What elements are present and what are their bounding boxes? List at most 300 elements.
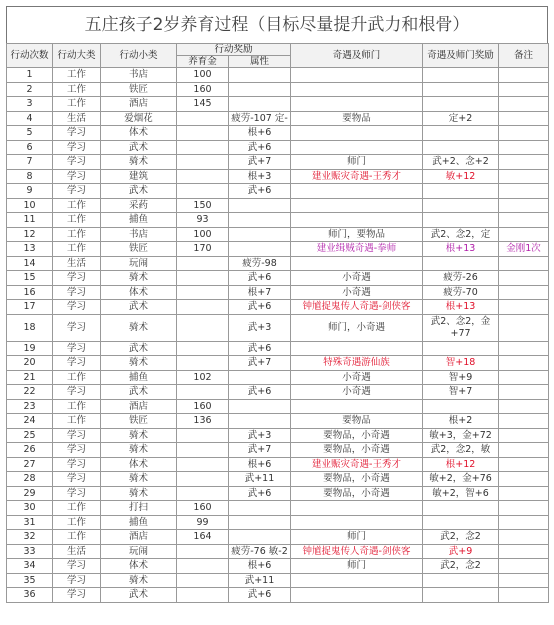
cell-category: 工作	[53, 370, 101, 385]
cell-attribute: 武+6	[229, 385, 291, 400]
table-row	[7, 559, 549, 574]
table-row	[7, 256, 549, 271]
cell-subcategory: 铁匠	[101, 242, 177, 257]
cell-attribute	[229, 370, 291, 385]
cell-encounter	[291, 97, 423, 112]
cell-encounter-reward: 根+12	[423, 457, 499, 472]
cell-subcategory: 酒店	[101, 530, 177, 545]
cell-subcategory: 采药	[101, 198, 177, 213]
cell-encounter: 小奇遇	[291, 385, 423, 400]
cell-attribute	[229, 198, 291, 213]
cell-note	[499, 457, 549, 472]
table-row	[7, 486, 549, 501]
cell-attribute: 疲劳-107 定-	[229, 111, 291, 126]
cell-attribute	[229, 501, 291, 516]
cell-encounter-reward: 敏+12	[423, 169, 499, 184]
cell-encounter-reward	[423, 256, 499, 271]
cell-attribute	[229, 530, 291, 545]
page-title: 五庄孩子2岁养育过程（目标尽量提升武力和根骨）	[6, 6, 548, 43]
cell-encounter: 小奇遇	[291, 370, 423, 385]
table-row	[7, 370, 549, 385]
cell-category: 学习	[53, 169, 101, 184]
cell-attribute	[229, 227, 291, 242]
cell-count: 23	[7, 399, 53, 414]
cell-encounter	[291, 588, 423, 603]
header-count: 行动次数	[7, 44, 53, 68]
cell-category: 学习	[53, 285, 101, 300]
table-row	[7, 111, 549, 126]
cell-category: 工作	[53, 501, 101, 516]
cell-count: 31	[7, 515, 53, 530]
cell-attribute: 武+3	[229, 428, 291, 443]
cell-encounter	[291, 573, 423, 588]
cell-attribute: 武+6	[229, 341, 291, 356]
cell-encounter-reward	[423, 140, 499, 155]
cell-encounter-reward: 武2，念2，敏	[423, 443, 499, 458]
cell-attribute	[229, 414, 291, 429]
cell-count: 35	[7, 573, 53, 588]
cell-money	[177, 428, 229, 443]
cell-count: 3	[7, 97, 53, 112]
cell-category: 工作	[53, 515, 101, 530]
cell-category: 学习	[53, 486, 101, 501]
cell-attribute: 武+6	[229, 140, 291, 155]
cell-money	[177, 341, 229, 356]
cell-subcategory: 骑术	[101, 314, 177, 341]
cell-count: 1	[7, 68, 53, 83]
cell-subcategory: 爱烟花	[101, 111, 177, 126]
cell-category: 生活	[53, 544, 101, 559]
cell-attribute	[229, 97, 291, 112]
cell-note	[499, 155, 549, 170]
cell-money: 100	[177, 227, 229, 242]
cell-money: 160	[177, 501, 229, 516]
cell-encounter: 要物品，小奇遇	[291, 472, 423, 487]
cell-encounter-reward	[423, 588, 499, 603]
cell-encounter-reward: 根+13	[423, 242, 499, 257]
cell-encounter	[291, 341, 423, 356]
cell-encounter-reward	[423, 97, 499, 112]
cell-subcategory: 书店	[101, 68, 177, 83]
cell-note	[499, 501, 549, 516]
cell-encounter-reward: 武2、念2，定	[423, 227, 499, 242]
table-row	[7, 414, 549, 429]
cell-money	[177, 300, 229, 315]
cell-note	[499, 486, 549, 501]
cell-attribute: 根+7	[229, 285, 291, 300]
cell-encounter-reward	[423, 573, 499, 588]
header-subcategory: 行动小类	[101, 44, 177, 68]
table-row	[7, 97, 549, 112]
cell-note	[499, 111, 549, 126]
header-note: 备注	[499, 44, 549, 68]
cell-encounter	[291, 213, 423, 228]
cell-subcategory: 玩闹	[101, 544, 177, 559]
table-row	[7, 501, 549, 516]
cell-note	[499, 370, 549, 385]
header-money: 养育金	[177, 56, 229, 68]
cell-note	[499, 530, 549, 545]
cell-money: 150	[177, 198, 229, 213]
cell-money	[177, 356, 229, 371]
table-row	[7, 155, 549, 170]
cell-attribute: 武+11	[229, 573, 291, 588]
cell-subcategory: 捕鱼	[101, 213, 177, 228]
cell-encounter-reward: 智+7	[423, 385, 499, 400]
cell-count: 5	[7, 126, 53, 141]
cell-money	[177, 559, 229, 574]
cell-encounter	[291, 515, 423, 530]
cell-note	[499, 140, 549, 155]
cell-encounter: 建业赈灾奇遇-王秀才	[291, 169, 423, 184]
cell-encounter-reward: 武+9	[423, 544, 499, 559]
cell-category: 学习	[53, 573, 101, 588]
spreadsheet	[6, 6, 548, 603]
header-encounter: 奇遇及师门	[291, 44, 423, 68]
cell-subcategory: 武术	[101, 140, 177, 155]
cell-note	[499, 544, 549, 559]
cell-subcategory: 武术	[101, 184, 177, 199]
cell-subcategory: 武术	[101, 341, 177, 356]
cell-category: 工作	[53, 414, 101, 429]
cell-encounter: 要物品，小奇遇	[291, 443, 423, 458]
cell-subcategory: 酒店	[101, 399, 177, 414]
cell-category: 学习	[53, 559, 101, 574]
table-row	[7, 198, 549, 213]
cell-note	[499, 227, 549, 242]
cell-count: 19	[7, 341, 53, 356]
cell-money	[177, 544, 229, 559]
table-row	[7, 242, 549, 257]
cell-money: 100	[177, 68, 229, 83]
cell-count: 14	[7, 256, 53, 271]
table-row	[7, 314, 549, 341]
cell-count: 2	[7, 82, 53, 97]
table-row	[7, 399, 549, 414]
cell-note	[499, 559, 549, 574]
cell-category: 工作	[53, 97, 101, 112]
cell-subcategory: 骑术	[101, 472, 177, 487]
cell-attribute	[229, 82, 291, 97]
cell-count: 17	[7, 300, 53, 315]
cell-attribute	[229, 242, 291, 257]
cell-category: 学习	[53, 271, 101, 286]
cell-encounter: 师门，要物品	[291, 227, 423, 242]
cell-subcategory: 酒店	[101, 97, 177, 112]
table-row	[7, 544, 549, 559]
cell-note	[499, 285, 549, 300]
table-row	[7, 530, 549, 545]
table-row	[7, 184, 549, 199]
cell-encounter: 要物品，小奇遇	[291, 486, 423, 501]
cell-count: 13	[7, 242, 53, 257]
cell-money	[177, 155, 229, 170]
cell-count: 34	[7, 559, 53, 574]
cell-subcategory: 骑术	[101, 443, 177, 458]
cell-encounter-reward	[423, 126, 499, 141]
cell-money	[177, 169, 229, 184]
cell-category: 工作	[53, 242, 101, 257]
cell-count: 25	[7, 428, 53, 443]
table-row	[7, 213, 549, 228]
cell-category: 工作	[53, 530, 101, 545]
table-row	[7, 169, 549, 184]
cell-encounter-reward: 敏+2，智+6	[423, 486, 499, 501]
cell-subcategory: 铁匠	[101, 414, 177, 429]
cell-count: 10	[7, 198, 53, 213]
cell-money: 160	[177, 82, 229, 97]
cell-encounter: 建业缉贼奇遇-拳师	[291, 242, 423, 257]
table-row	[7, 573, 549, 588]
cell-note	[499, 256, 549, 271]
cell-money	[177, 385, 229, 400]
cell-attribute: 根+6	[229, 457, 291, 472]
cell-count: 4	[7, 111, 53, 126]
cell-note	[499, 314, 549, 341]
table-row	[7, 341, 549, 356]
cell-count: 27	[7, 457, 53, 472]
cell-encounter-reward: 武+2、念+2	[423, 155, 499, 170]
cell-money	[177, 314, 229, 341]
cell-attribute: 武+6	[229, 271, 291, 286]
cell-subcategory: 骑术	[101, 486, 177, 501]
cell-encounter	[291, 184, 423, 199]
cell-encounter-reward: 根+2	[423, 414, 499, 429]
cell-note	[499, 472, 549, 487]
cell-category: 学习	[53, 341, 101, 356]
cell-count: 30	[7, 501, 53, 516]
cell-encounter	[291, 126, 423, 141]
cell-encounter	[291, 399, 423, 414]
cell-money	[177, 126, 229, 141]
cell-note	[499, 385, 549, 400]
cell-encounter: 要物品	[291, 414, 423, 429]
table-row	[7, 356, 549, 371]
cell-note	[499, 169, 549, 184]
table-row	[7, 457, 549, 472]
cell-attribute: 武+6	[229, 300, 291, 315]
cell-subcategory: 书店	[101, 227, 177, 242]
header-reward: 行动奖励	[177, 44, 291, 56]
cell-money: 145	[177, 97, 229, 112]
cell-money	[177, 457, 229, 472]
cell-note	[499, 356, 549, 371]
cell-note	[499, 82, 549, 97]
cell-note	[499, 68, 549, 83]
cell-category: 生活	[53, 111, 101, 126]
cell-encounter-reward: 敏+3，金+72	[423, 428, 499, 443]
cell-attribute: 根+3	[229, 169, 291, 184]
cell-money: 99	[177, 515, 229, 530]
cell-encounter: 钟馗捉鬼传人奇遇-剑侠客	[291, 300, 423, 315]
cell-category: 学习	[53, 356, 101, 371]
cell-subcategory: 武术	[101, 385, 177, 400]
cell-note	[499, 399, 549, 414]
data-table	[6, 43, 549, 603]
cell-encounter: 师门	[291, 530, 423, 545]
header-category: 行动大类	[53, 44, 101, 68]
table-row	[7, 472, 549, 487]
cell-money	[177, 472, 229, 487]
cell-subcategory: 捕鱼	[101, 370, 177, 385]
cell-note	[499, 588, 549, 603]
cell-money: 170	[177, 242, 229, 257]
cell-encounter: 师门	[291, 559, 423, 574]
cell-encounter-reward	[423, 213, 499, 228]
table-row	[7, 140, 549, 155]
cell-subcategory: 骑术	[101, 573, 177, 588]
cell-attribute: 武+7	[229, 155, 291, 170]
cell-category: 学习	[53, 472, 101, 487]
cell-attribute: 武+11	[229, 472, 291, 487]
cell-encounter-reward: 智+18	[423, 356, 499, 371]
cell-count: 9	[7, 184, 53, 199]
cell-count: 36	[7, 588, 53, 603]
cell-encounter-reward: 智+9	[423, 370, 499, 385]
cell-note	[499, 573, 549, 588]
cell-count: 28	[7, 472, 53, 487]
cell-attribute	[229, 515, 291, 530]
header-encounter-reward: 奇遇及师门奖励	[423, 44, 499, 68]
cell-encounter: 特殊奇遇游仙族	[291, 356, 423, 371]
cell-category: 学习	[53, 126, 101, 141]
cell-encounter: 师门	[291, 155, 423, 170]
cell-attribute	[229, 68, 291, 83]
cell-money: 160	[177, 399, 229, 414]
cell-count: 24	[7, 414, 53, 429]
cell-note	[499, 414, 549, 429]
table-row	[7, 300, 549, 315]
cell-subcategory: 体术	[101, 457, 177, 472]
cell-category: 学习	[53, 443, 101, 458]
cell-note	[499, 198, 549, 213]
cell-money	[177, 588, 229, 603]
cell-count: 8	[7, 169, 53, 184]
table-row	[7, 285, 549, 300]
cell-subcategory: 体术	[101, 126, 177, 141]
table-row	[7, 82, 549, 97]
cell-attribute: 根+6	[229, 559, 291, 574]
cell-count: 21	[7, 370, 53, 385]
cell-category: 学习	[53, 457, 101, 472]
cell-category: 学习	[53, 300, 101, 315]
cell-count: 15	[7, 271, 53, 286]
cell-encounter-reward	[423, 515, 499, 530]
cell-encounter-reward: 疲劳-70	[423, 285, 499, 300]
cell-category: 工作	[53, 82, 101, 97]
cell-note	[499, 213, 549, 228]
cell-attribute: 武+7	[229, 443, 291, 458]
cell-money	[177, 140, 229, 155]
cell-encounter: 要物品，小奇遇	[291, 428, 423, 443]
cell-money	[177, 443, 229, 458]
cell-money	[177, 285, 229, 300]
cell-subcategory: 体术	[101, 285, 177, 300]
cell-encounter-reward: 定+2	[423, 111, 499, 126]
cell-money	[177, 256, 229, 271]
cell-subcategory: 骑术	[101, 356, 177, 371]
cell-note	[499, 515, 549, 530]
cell-count: 29	[7, 486, 53, 501]
table-row	[7, 428, 549, 443]
cell-encounter-reward: 敏+2，金+76	[423, 472, 499, 487]
cell-encounter-reward: 武2，念2	[423, 530, 499, 545]
cell-category: 工作	[53, 227, 101, 242]
table-row	[7, 588, 549, 603]
cell-attribute: 武+6	[229, 486, 291, 501]
cell-category: 学习	[53, 155, 101, 170]
cell-money	[177, 111, 229, 126]
cell-encounter: 小奇遇	[291, 271, 423, 286]
table-row	[7, 515, 549, 530]
cell-category: 学习	[53, 588, 101, 603]
cell-encounter-reward	[423, 68, 499, 83]
cell-money	[177, 271, 229, 286]
cell-encounter-reward	[423, 501, 499, 516]
cell-attribute: 武+6	[229, 184, 291, 199]
cell-money: 93	[177, 213, 229, 228]
cell-category: 生活	[53, 256, 101, 271]
cell-encounter-reward: 武2，念2	[423, 559, 499, 574]
cell-count: 7	[7, 155, 53, 170]
table-row	[7, 227, 549, 242]
cell-attribute: 武+6	[229, 588, 291, 603]
cell-count: 11	[7, 213, 53, 228]
cell-money: 102	[177, 370, 229, 385]
cell-encounter-reward	[423, 198, 499, 213]
cell-encounter-reward: 疲劳-26	[423, 271, 499, 286]
cell-note	[499, 184, 549, 199]
cell-count: 20	[7, 356, 53, 371]
cell-note	[499, 443, 549, 458]
cell-note	[499, 126, 549, 141]
cell-category: 学习	[53, 314, 101, 341]
header-attribute: 属性	[229, 56, 291, 68]
cell-category: 学习	[53, 140, 101, 155]
cell-money: 136	[177, 414, 229, 429]
cell-note	[499, 271, 549, 286]
cell-attribute: 疲劳-98	[229, 256, 291, 271]
cell-encounter: 要物品	[291, 111, 423, 126]
cell-encounter-reward	[423, 399, 499, 414]
cell-category: 工作	[53, 198, 101, 213]
cell-encounter	[291, 198, 423, 213]
cell-count: 22	[7, 385, 53, 400]
cell-category: 学习	[53, 428, 101, 443]
cell-encounter: 建业赈灾奇遇-王秀才	[291, 457, 423, 472]
cell-count: 12	[7, 227, 53, 242]
cell-attribute: 根+6	[229, 126, 291, 141]
cell-attribute	[229, 399, 291, 414]
cell-encounter	[291, 68, 423, 83]
cell-count: 18	[7, 314, 53, 341]
cell-attribute	[229, 213, 291, 228]
cell-subcategory: 玩闹	[101, 256, 177, 271]
table-row	[7, 385, 549, 400]
table-row	[7, 443, 549, 458]
cell-subcategory: 骑术	[101, 271, 177, 286]
cell-count: 26	[7, 443, 53, 458]
cell-encounter: 小奇遇	[291, 285, 423, 300]
cell-money: 164	[177, 530, 229, 545]
cell-category: 工作	[53, 68, 101, 83]
cell-count: 33	[7, 544, 53, 559]
cell-subcategory: 体术	[101, 559, 177, 574]
cell-note: 金刚1次	[499, 242, 549, 257]
cell-subcategory: 武术	[101, 588, 177, 603]
table-row	[7, 271, 549, 286]
cell-encounter-reward	[423, 82, 499, 97]
